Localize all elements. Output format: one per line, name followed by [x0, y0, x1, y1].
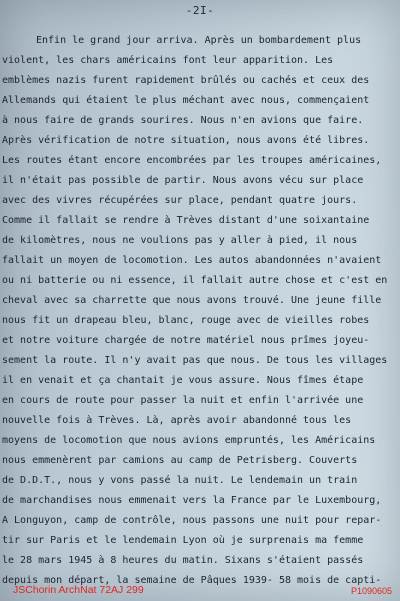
photo-id-label: P1090605 [350, 586, 392, 596]
text-line: de marchandises nous emmenait vers la France par le Luxembourg, [2, 495, 382, 506]
text-line: Allemands qui étaient le plus méchant avec nous, commençaient [2, 95, 370, 106]
text-line: A Longuyon, camp de contrôle, nous passons une nuit pour repar- [2, 515, 382, 526]
text-line: moyens de locomotion que nous avions empruntés, les Américains [2, 435, 376, 446]
text-line: à nous faire de grands sourires. Nous n'en avions que faire. [2, 115, 364, 126]
text-line: nous emmenèrent par camions au camp de Petrisberg. Couverts [2, 455, 358, 466]
text-line: Comme il fallait se rendre à Trèves distant d'une soixantaine [2, 215, 370, 226]
text-line: en cours de route pour passer la nuit et enfin l'arrivée une [2, 395, 364, 406]
text-line: avec des vivres récupérées sur place, pendant quatre jours. [2, 195, 358, 206]
text-line: violent, les chars américains font leur apparition. Les [2, 55, 334, 66]
text-line: le 28 mars 1945 à 8 heures du matin. Sixans s'étaient passés [2, 555, 364, 566]
text-line: Enfin le grand jour arriva. Après un bombardement plus [36, 35, 362, 46]
text-line: de kilomètres, nous ne voulions pas y aller à pied, il nous [2, 235, 358, 246]
text-line: emblèmes nazis furent rapidement brûlés ou cachés et ceux des [2, 75, 370, 86]
text-line: il en venait et ça chantait je vous assure. Nous fîmes étape [2, 375, 364, 386]
text-line: et notre voiture chargée de notre matériel nous prîmes joyeu- [2, 335, 370, 346]
text-line: sement la route. Il n'y avait pas que nous. De tous les villages [2, 355, 388, 366]
text-line: cheval avec sa charrette que nous avons trouvé. Une jeune fille [2, 295, 382, 306]
archive-reference-label: JSChorin ArchNat 72AJ 299 [13, 584, 144, 596]
page-number: -2I- [185, 4, 215, 17]
text-line: de D.D.T., nous y vons passé la nuit. Le lendemain un train [2, 475, 358, 486]
text-line: nous fit un drapeau bleu, blanc, rouge avec de vieilles robes [2, 315, 370, 326]
text-line: depuis mon départ, la semaine de Pâques 1939- 58 mois de capti- [2, 575, 382, 586]
text-line: Après vérification de notre situation, nous avons été libres. [2, 135, 370, 146]
text-line: tir sur Paris et le lendemain Lyon où je surprenais ma femme [2, 535, 364, 546]
text-line: nouvelle fois à Trèves. Là, après avoir abandonné tous les [2, 415, 352, 426]
text-line: fallait un moyen de locomotion. Les autos abandonnées n'avaient [2, 255, 382, 266]
text-line: ou ni batterie ou ni essence, il fallait autre chose et c'est en [2, 275, 388, 286]
text-line: il n'était pas possible de partir. Nous avons vécu sur place [2, 175, 364, 186]
text-line: Les routes étant encore encombrées par les troupes américaines, [2, 155, 382, 166]
